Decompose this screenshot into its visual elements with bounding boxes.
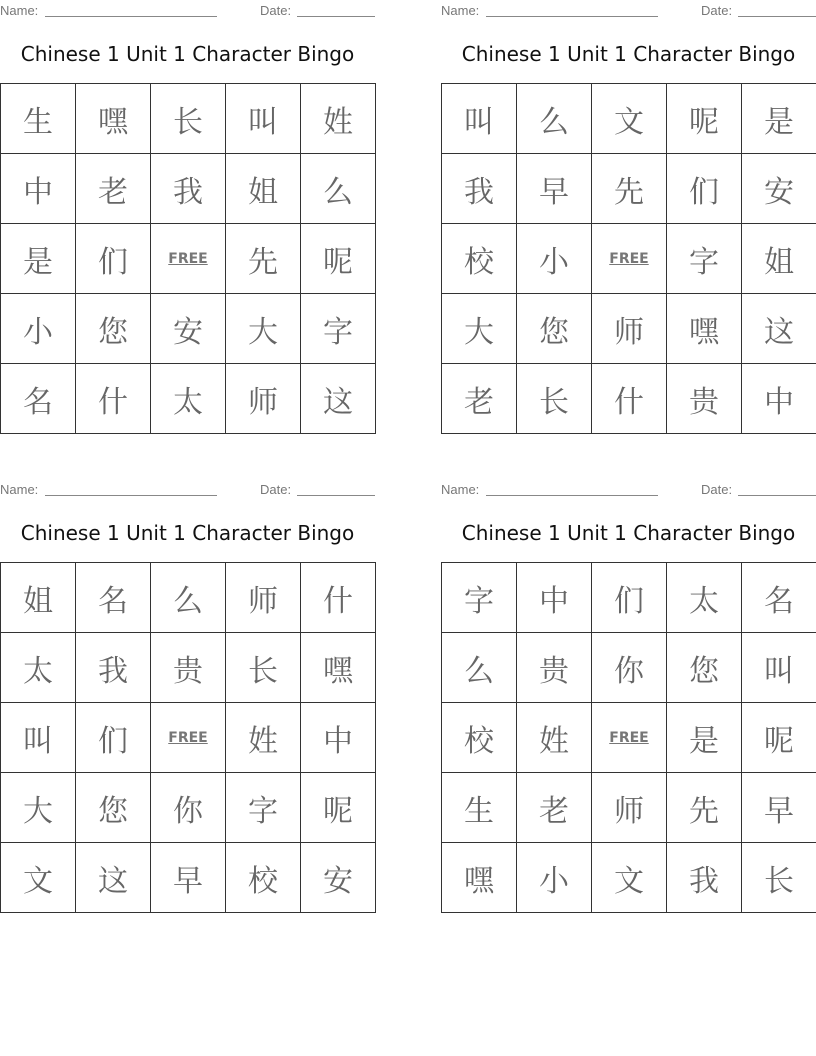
bingo-cell[interactable]: 长 xyxy=(151,84,226,154)
free-space: FREE xyxy=(592,703,667,773)
bingo-cell[interactable]: 校 xyxy=(442,224,517,294)
date-label: Date: xyxy=(260,3,292,18)
bingo-cell[interactable]: 早 xyxy=(151,843,226,913)
date-label: Date: xyxy=(701,482,733,497)
bingo-cell[interactable]: 贵 xyxy=(517,633,592,703)
bingo-cell[interactable]: 您 xyxy=(76,294,151,364)
bingo-cell[interactable]: 校 xyxy=(226,843,301,913)
free-space: FREE xyxy=(151,703,226,773)
bingo-cell[interactable]: 么 xyxy=(442,633,517,703)
bingo-cell[interactable]: 们 xyxy=(592,563,667,633)
grid-row xyxy=(442,843,816,913)
bingo-cell[interactable]: 什 xyxy=(592,364,667,434)
bingo-cell[interactable]: 校 xyxy=(442,703,517,773)
grid-row xyxy=(1,84,376,154)
bingo-card-1 xyxy=(0,0,375,440)
bingo-cell[interactable]: 姓 xyxy=(226,703,301,773)
bingo-cell[interactable]: 嘿 xyxy=(442,843,517,913)
bingo-cell[interactable]: 先 xyxy=(592,154,667,224)
bingo-cell[interactable]: 先 xyxy=(667,773,742,843)
bingo-cell[interactable]: 呢 xyxy=(301,224,376,294)
grid-row xyxy=(1,703,376,773)
bingo-cell[interactable]: 师 xyxy=(592,294,667,364)
card-header xyxy=(441,3,816,19)
bingo-cell[interactable]: 安 xyxy=(151,294,226,364)
bingo-cell[interactable]: 老 xyxy=(76,154,151,224)
bingo-cell[interactable]: 么 xyxy=(517,84,592,154)
bingo-cell[interactable]: 您 xyxy=(76,773,151,843)
bingo-cell[interactable]: 中 xyxy=(1,154,76,224)
bingo-cell[interactable]: 们 xyxy=(76,703,151,773)
bingo-cell[interactable]: 这 xyxy=(742,294,816,364)
grid-row xyxy=(442,563,816,633)
grid-row xyxy=(1,633,376,703)
grid-row xyxy=(442,154,816,224)
bingo-cell[interactable]: 名 xyxy=(1,364,76,434)
card-header xyxy=(0,482,375,498)
bingo-cell[interactable]: 长 xyxy=(226,633,301,703)
bingo-cell[interactable]: 叫 xyxy=(742,633,816,703)
grid-row xyxy=(1,154,376,224)
name-label: Name: xyxy=(0,3,39,18)
bingo-cell[interactable]: 嘿 xyxy=(301,633,376,703)
bingo-grid xyxy=(0,562,376,913)
bingo-cell[interactable]: 贵 xyxy=(151,633,226,703)
date-label: Date: xyxy=(260,482,292,497)
bingo-cell[interactable]: 呢 xyxy=(301,773,376,843)
date-field[interactable] xyxy=(738,495,816,496)
card-header xyxy=(0,3,375,19)
bingo-cell[interactable]: 字 xyxy=(442,563,517,633)
bingo-grid xyxy=(441,562,816,913)
date-field[interactable] xyxy=(297,495,375,496)
bingo-cell[interactable]: 们 xyxy=(667,154,742,224)
bingo-cell[interactable]: 小 xyxy=(1,294,76,364)
card-title: Chinese 1 Unit 1 Character Bingo xyxy=(20,42,355,66)
grid-row xyxy=(442,84,816,154)
bingo-cell[interactable]: 呢 xyxy=(742,703,816,773)
bingo-cell[interactable]: 名 xyxy=(742,563,816,633)
bingo-cell[interactable]: 这 xyxy=(76,843,151,913)
bingo-cell[interactable]: 姐 xyxy=(742,224,816,294)
bingo-cell[interactable]: 中 xyxy=(517,563,592,633)
bingo-cell[interactable]: 嘿 xyxy=(667,294,742,364)
bingo-cell[interactable]: 你 xyxy=(151,773,226,843)
name-label: Name: xyxy=(441,482,480,497)
bingo-cell[interactable]: 么 xyxy=(151,563,226,633)
bingo-cell[interactable]: 早 xyxy=(517,154,592,224)
bingo-cell[interactable]: 是 xyxy=(742,84,816,154)
name-label: Name: xyxy=(0,482,39,497)
name-field[interactable] xyxy=(486,16,658,17)
bingo-cell[interactable]: 小 xyxy=(517,224,592,294)
bingo-cell[interactable]: 姐 xyxy=(1,563,76,633)
bingo-grid xyxy=(441,83,816,434)
bingo-cell[interactable]: 您 xyxy=(667,633,742,703)
bingo-cell[interactable]: 字 xyxy=(301,294,376,364)
bingo-cell[interactable]: 大 xyxy=(442,294,517,364)
bingo-cell[interactable]: 姓 xyxy=(301,84,376,154)
bingo-cell[interactable]: 大 xyxy=(226,294,301,364)
bingo-cell[interactable]: 是 xyxy=(1,224,76,294)
bingo-grid xyxy=(0,83,376,434)
bingo-cell[interactable]: 太 xyxy=(151,364,226,434)
grid-row xyxy=(442,294,816,364)
free-space: FREE xyxy=(592,224,667,294)
bingo-cell[interactable]: 字 xyxy=(226,773,301,843)
bingo-cell[interactable]: 太 xyxy=(667,563,742,633)
grid-row xyxy=(442,773,816,843)
card-title: Chinese 1 Unit 1 Character Bingo xyxy=(461,42,796,66)
name-label: Name: xyxy=(441,3,480,18)
bingo-cell[interactable]: 什 xyxy=(76,364,151,434)
name-field[interactable] xyxy=(45,495,217,496)
bingo-cell[interactable]: 我 xyxy=(667,843,742,913)
grid-row xyxy=(1,294,376,364)
bingo-cell[interactable]: 先 xyxy=(226,224,301,294)
bingo-cell[interactable]: 叫 xyxy=(442,84,517,154)
free-space: FREE xyxy=(151,224,226,294)
date-field[interactable] xyxy=(738,16,816,17)
bingo-cell[interactable]: 姓 xyxy=(517,703,592,773)
bingo-cell[interactable]: 师 xyxy=(592,773,667,843)
bingo-card-4 xyxy=(441,479,816,919)
grid-row xyxy=(442,703,816,773)
bingo-cell[interactable]: 文 xyxy=(592,843,667,913)
bingo-cell[interactable]: 师 xyxy=(226,364,301,434)
bingo-cell[interactable]: 文 xyxy=(592,84,667,154)
bingo-cell[interactable]: 你 xyxy=(592,633,667,703)
grid-row xyxy=(1,773,376,843)
bingo-cell[interactable]: 安 xyxy=(742,154,816,224)
grid-row xyxy=(1,843,376,913)
bingo-cell[interactable]: 中 xyxy=(742,364,816,434)
bingo-cell[interactable]: 什 xyxy=(301,563,376,633)
bingo-cell[interactable]: 您 xyxy=(517,294,592,364)
bingo-cell[interactable]: 文 xyxy=(1,843,76,913)
bingo-cell[interactable]: 贵 xyxy=(667,364,742,434)
date-field[interactable] xyxy=(297,16,375,17)
grid-row xyxy=(442,224,816,294)
bingo-cell[interactable]: 安 xyxy=(301,843,376,913)
bingo-cell[interactable]: 我 xyxy=(151,154,226,224)
bingo-cell[interactable]: 叫 xyxy=(226,84,301,154)
grid-row xyxy=(1,364,376,434)
bingo-cell[interactable]: 姐 xyxy=(226,154,301,224)
card-title: Chinese 1 Unit 1 Character Bingo xyxy=(461,521,796,545)
card-header xyxy=(441,482,816,498)
bingo-cell[interactable]: 我 xyxy=(442,154,517,224)
bingo-cell[interactable]: 们 xyxy=(76,224,151,294)
name-field[interactable] xyxy=(45,16,217,17)
bingo-card-3 xyxy=(0,479,375,919)
bingo-cell[interactable]: 生 xyxy=(1,84,76,154)
bingo-cell[interactable]: 小 xyxy=(517,843,592,913)
bingo-cell[interactable]: 长 xyxy=(517,364,592,434)
bingo-cell[interactable]: 太 xyxy=(1,633,76,703)
bingo-cell[interactable]: 师 xyxy=(226,563,301,633)
grid-row xyxy=(442,633,816,703)
bingo-cell[interactable]: 名 xyxy=(76,563,151,633)
bingo-cell[interactable]: 老 xyxy=(517,773,592,843)
bingo-cell[interactable]: 呢 xyxy=(667,84,742,154)
grid-row xyxy=(1,563,376,633)
bingo-cell[interactable]: 我 xyxy=(76,633,151,703)
bingo-card-2 xyxy=(441,0,816,440)
date-label: Date: xyxy=(701,3,733,18)
bingo-cell[interactable]: 老 xyxy=(442,364,517,434)
name-field[interactable] xyxy=(486,495,658,496)
bingo-cell[interactable]: 么 xyxy=(301,154,376,224)
bingo-cell[interactable]: 长 xyxy=(742,843,816,913)
bingo-cell[interactable]: 是 xyxy=(667,703,742,773)
bingo-cell[interactable]: 早 xyxy=(742,773,816,843)
bingo-cell[interactable]: 嘿 xyxy=(76,84,151,154)
bingo-cell[interactable]: 大 xyxy=(1,773,76,843)
bingo-cell[interactable]: 这 xyxy=(301,364,376,434)
bingo-cell[interactable]: 叫 xyxy=(1,703,76,773)
bingo-cell[interactable]: 生 xyxy=(442,773,517,843)
bingo-cell[interactable]: 字 xyxy=(667,224,742,294)
card-title: Chinese 1 Unit 1 Character Bingo xyxy=(20,521,355,545)
grid-row xyxy=(1,224,376,294)
grid-row xyxy=(442,364,816,434)
bingo-cell[interactable]: 中 xyxy=(301,703,376,773)
